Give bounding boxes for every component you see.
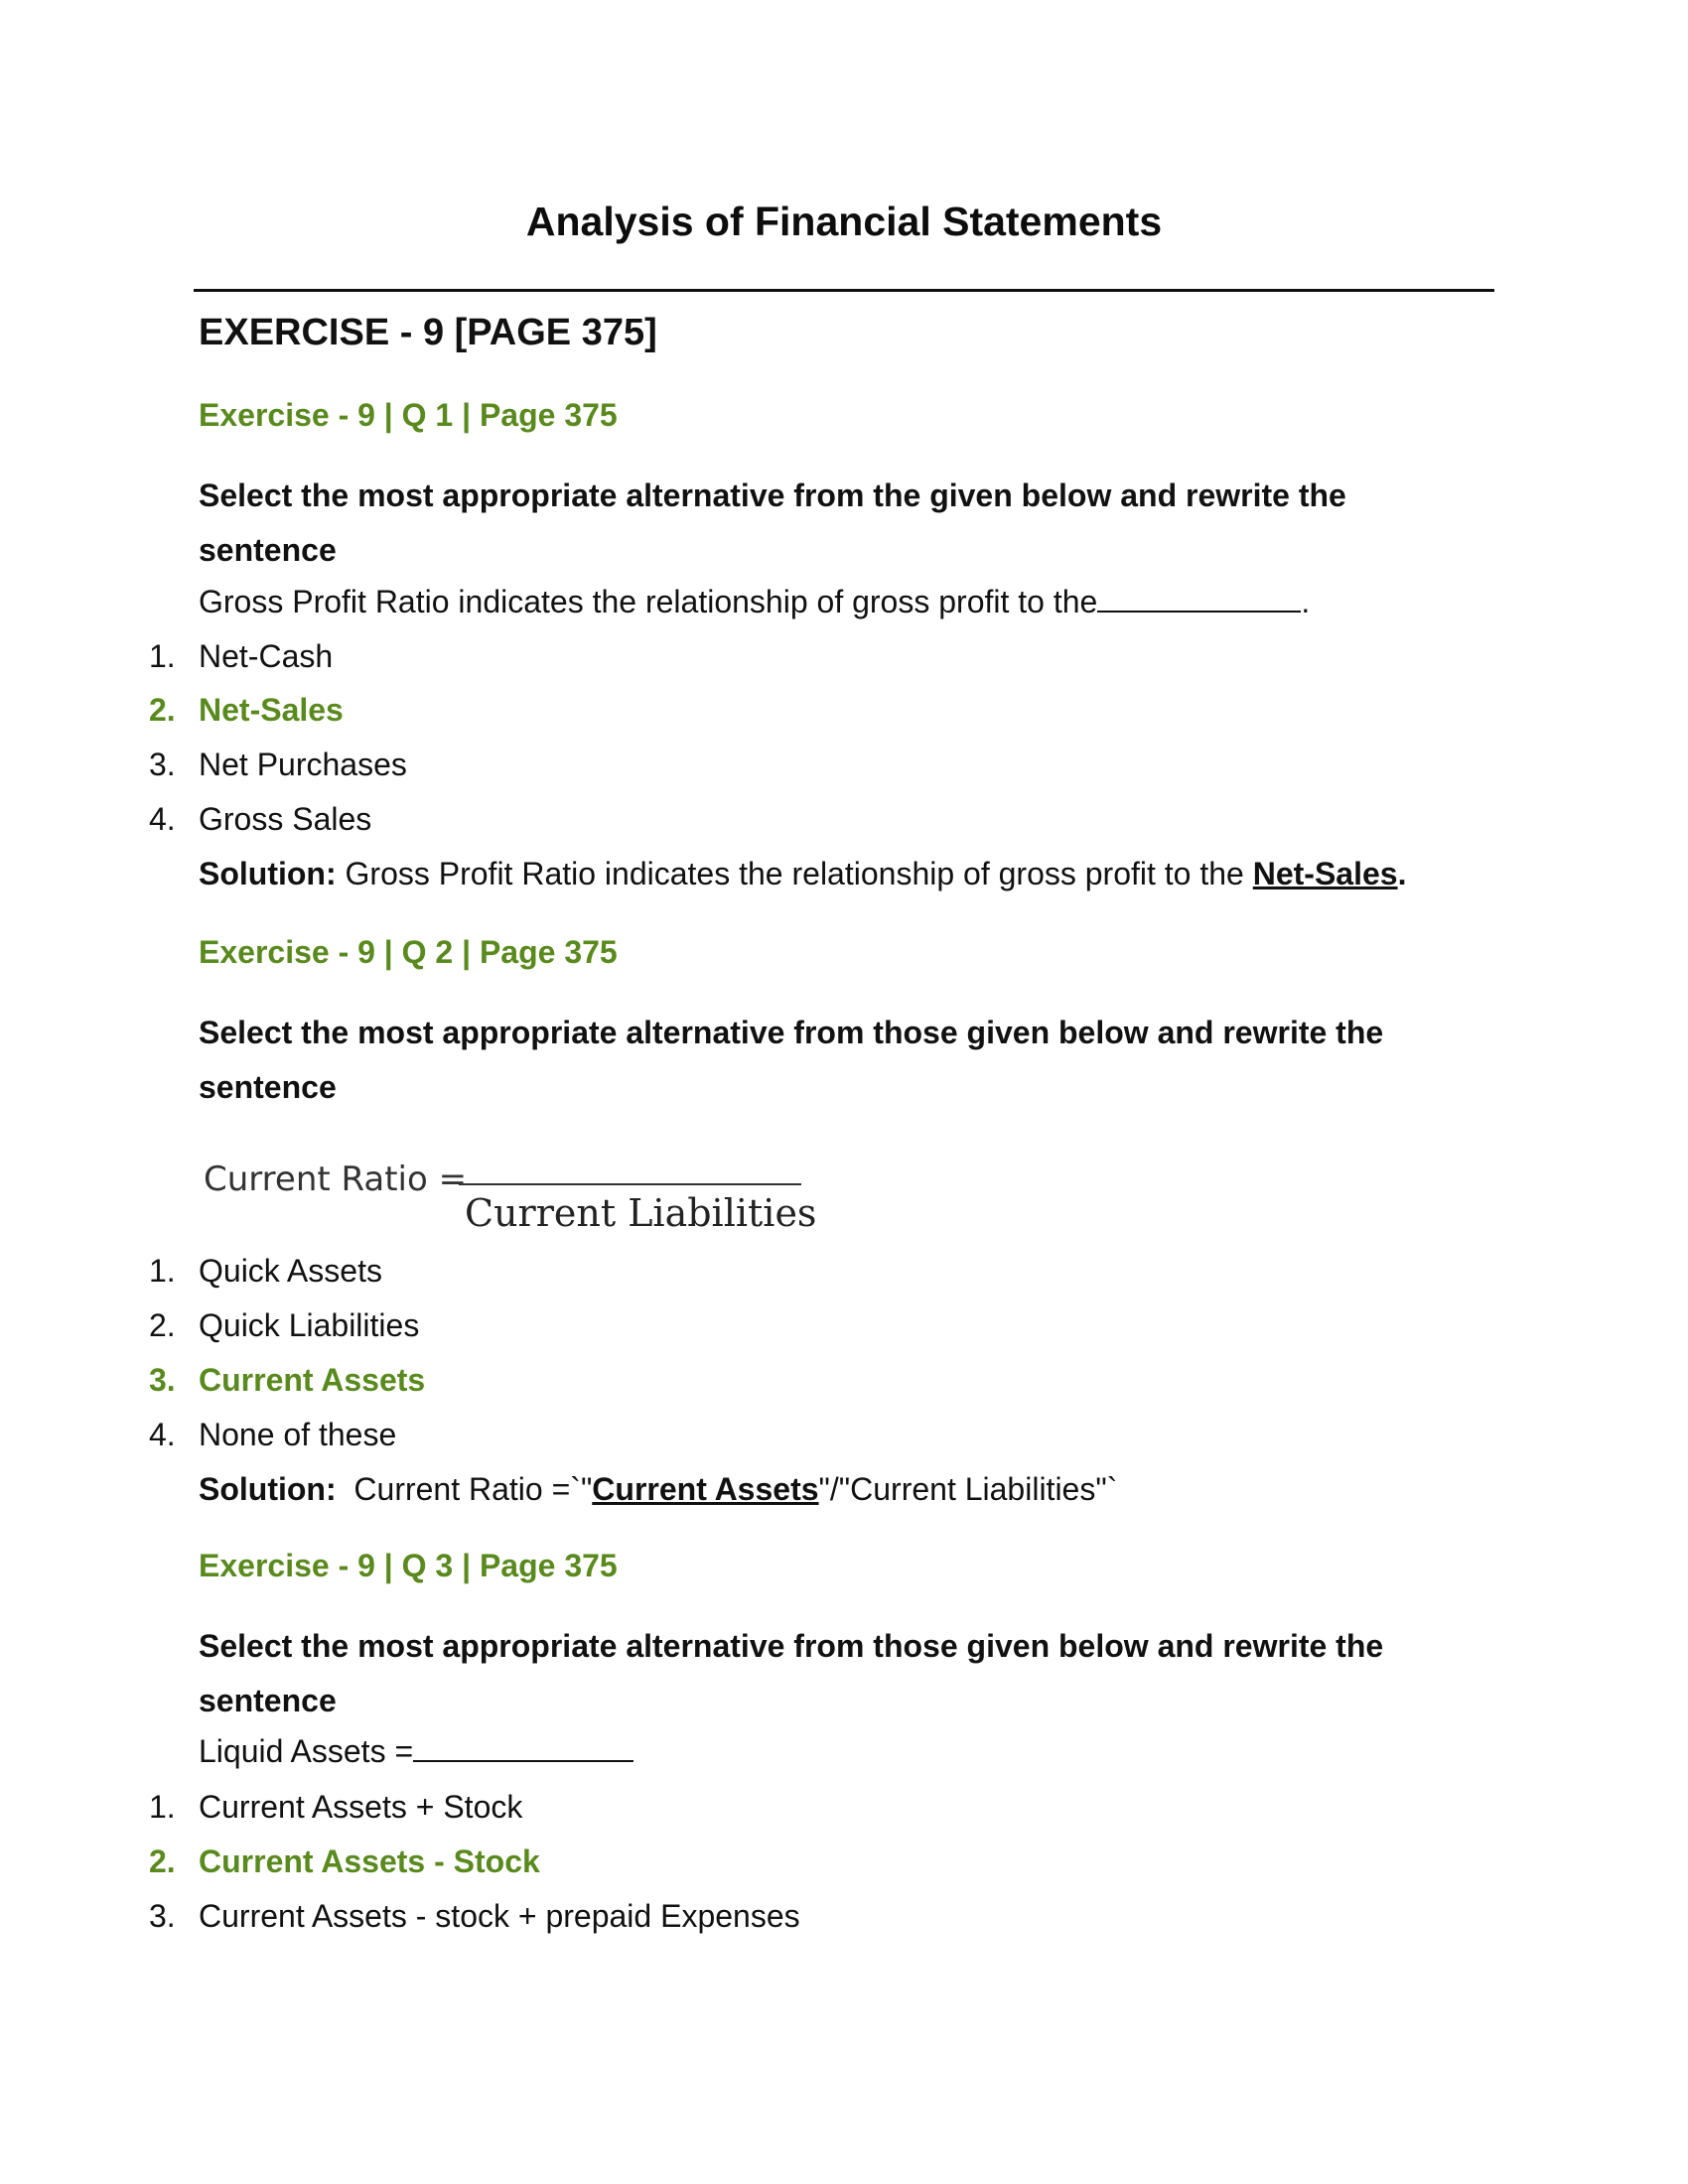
question-2-solution — [199, 1471, 1117, 1508]
question-3-option-3 — [149, 1898, 800, 1935]
option-number: 2. — [149, 1307, 176, 1343]
option-number: 3. — [149, 747, 176, 782]
section-title: EXERCISE - 9 [PAGE 375] — [199, 312, 657, 353]
question-2-option-2 — [149, 1307, 419, 1344]
solution-end: . — [1397, 856, 1407, 891]
option-text: Current Assets - Stock — [199, 1843, 540, 1879]
answer-blank — [1097, 585, 1301, 613]
option-text: Net-Sales — [199, 692, 344, 728]
question-2-option-3-correct — [149, 1362, 425, 1399]
page-title: Analysis of Financial Statements — [525, 199, 1163, 244]
fraction-bar — [459, 1183, 801, 1185]
option-number: 2. — [149, 692, 176, 728]
solution-label: Solution: — [199, 856, 337, 891]
solution-end: "/"Current Liabilities"` — [818, 1471, 1118, 1507]
question-3-option-1 — [149, 1789, 522, 1826]
question-3-option-2-correct — [149, 1843, 540, 1880]
answer-blank — [413, 1734, 633, 1762]
current-ratio-formula — [199, 1152, 834, 1235]
formula-denominator: Current Liabilities — [465, 1191, 817, 1235]
question-3-statement — [199, 1733, 633, 1770]
statement-text: Liquid Assets = — [199, 1733, 414, 1769]
question-2-option-1 — [149, 1253, 382, 1290]
question-2-title[interactable]: Exercise - 9 | Q 2 | Page 375 — [199, 934, 618, 970]
question-1-option-2-correct — [149, 692, 344, 729]
question-1-statement — [199, 584, 1310, 620]
question-1-option-4 — [149, 801, 371, 838]
question-2-option-4 — [149, 1417, 396, 1453]
option-text: Current Assets - stock + prepaid Expenses — [199, 1898, 800, 1934]
question-3-prompt: Select the most appropriate alternative from those given below and rewrite the sentence — [199, 1628, 1384, 1718]
option-number: 3. — [149, 1362, 176, 1398]
question-1-option-3 — [149, 747, 407, 783]
option-number: 1. — [149, 1253, 176, 1289]
option-number: 4. — [149, 801, 176, 837]
option-text: Quick Liabilities — [199, 1307, 420, 1343]
option-number: 1. — [149, 638, 176, 674]
solution-answer: Net-Sales — [1252, 856, 1398, 891]
question-1-solution — [199, 856, 1406, 892]
question-1-option-1 — [149, 638, 333, 675]
statement-end: . — [1301, 584, 1311, 619]
solution-text: Current Ratio =`" — [336, 1471, 593, 1507]
option-number: 1. — [149, 1789, 176, 1825]
option-number: 2. — [149, 1843, 176, 1879]
option-number: 3. — [149, 1898, 176, 1934]
option-number: 4. — [149, 1417, 176, 1452]
solution-text: Gross Profit Ratio indicates the relationship of gross profit to the — [336, 856, 1253, 891]
option-text: Net Purchases — [199, 747, 407, 782]
option-text: Current Assets + Stock — [199, 1789, 523, 1825]
solution-label: Solution: — [199, 1471, 337, 1507]
formula-lhs: Current Ratio = — [204, 1160, 468, 1199]
solution-answer: Current Assets — [592, 1471, 819, 1507]
option-text: Net-Cash — [199, 638, 334, 674]
option-text: Quick Assets — [199, 1253, 382, 1289]
option-text: Current Assets — [199, 1362, 426, 1398]
title-divider — [194, 289, 1494, 292]
option-text: None of these — [199, 1417, 397, 1452]
question-1-prompt: Select the most appropriate alternative from the given below and rewrite the sentence — [199, 478, 1346, 568]
statement-text: Gross Profit Ratio indicates the relationship of gross profit to the — [199, 584, 1098, 619]
question-2-prompt: Select the most appropriate alternative from those given below and rewrite the sentence — [199, 1015, 1384, 1105]
option-text: Gross Sales — [199, 801, 372, 837]
question-3-title[interactable]: Exercise - 9 | Q 3 | Page 375 — [199, 1548, 618, 1583]
question-1-title[interactable]: Exercise - 9 | Q 1 | Page 375 — [199, 397, 618, 433]
